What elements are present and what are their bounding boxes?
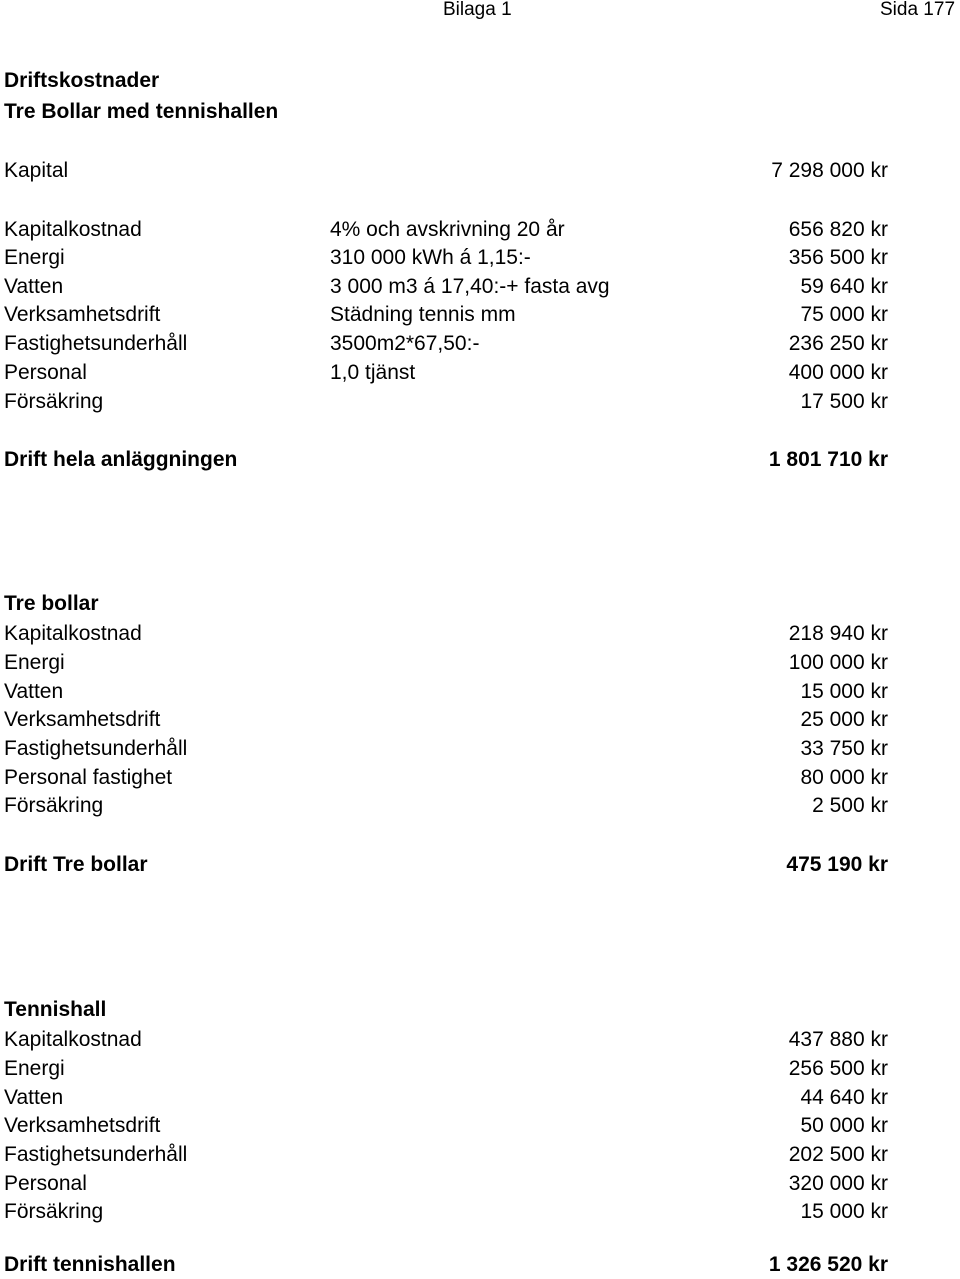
row-note: 310 000 kWh á 1,15:- xyxy=(330,246,531,269)
row-label: Kapitalkostnad xyxy=(4,622,142,645)
row-amount: 236 250 kr xyxy=(788,332,888,355)
total-amount: 1 326 520 kr xyxy=(768,1253,888,1276)
row-amount: 320 000 kr xyxy=(788,1172,888,1195)
row-amount: 656 820 kr xyxy=(788,218,888,241)
row-label: Vatten xyxy=(4,275,64,298)
row-label: Försäkring xyxy=(4,390,104,413)
row-note: 3500m2*67,50:- xyxy=(330,332,480,355)
row-amount: 44 640 kr xyxy=(800,1086,888,1109)
row-note: Städning tennis mm xyxy=(330,303,516,326)
row-label: Fastighetsunderhåll xyxy=(4,332,188,355)
row-label: Energi xyxy=(4,246,65,269)
row-amount: 218 940 kr xyxy=(788,622,888,645)
row-label: Försäkring xyxy=(4,794,104,817)
row-amount: 100 000 kr xyxy=(788,651,888,674)
row-label: Verksamhetsdrift xyxy=(4,303,161,326)
row-amount: 202 500 kr xyxy=(788,1143,888,1166)
row-amount: 2 500 kr xyxy=(812,794,888,817)
total-amount: 1 801 710 kr xyxy=(768,448,888,471)
section-heading: Tennishall xyxy=(4,998,107,1021)
row-amount: 15 000 kr xyxy=(800,680,888,703)
header-page-number: Sida 177 xyxy=(880,0,956,20)
row-amount: 75 000 kr xyxy=(800,303,888,326)
row-amount: 356 500 kr xyxy=(788,246,888,269)
row-label: Kapitalkostnad xyxy=(4,218,142,241)
total-amount: 475 190 kr xyxy=(786,853,888,876)
total-label: Drift Tre bollar xyxy=(4,853,148,876)
total-label: Drift tennishallen xyxy=(4,1253,176,1276)
document-subtitle: Tre Bollar med tennishallen xyxy=(4,100,279,123)
kapital-amount: 7 298 000 kr xyxy=(771,159,888,182)
row-amount: 400 000 kr xyxy=(788,361,888,384)
row-amount: 17 500 kr xyxy=(800,390,888,413)
row-note: 1,0 tjänst xyxy=(330,361,416,384)
row-note: 4% och avskrivning 20 år xyxy=(330,218,565,241)
row-label: Fastighetsunderhåll xyxy=(4,1143,188,1166)
row-amount: 437 880 kr xyxy=(788,1028,888,1051)
row-label: Fastighetsunderhåll xyxy=(4,737,188,760)
document-title: Driftskostnader xyxy=(4,69,160,92)
header-attachment-label: Bilaga 1 xyxy=(443,0,512,20)
row-label: Personal fastighet xyxy=(4,766,173,789)
row-label: Personal xyxy=(4,361,87,384)
row-label: Vatten xyxy=(4,680,64,703)
row-amount: 80 000 kr xyxy=(800,766,888,789)
row-label: Försäkring xyxy=(4,1200,104,1223)
row-amount: 59 640 kr xyxy=(800,275,888,298)
row-amount: 256 500 kr xyxy=(788,1057,888,1080)
row-label: Verksamhetsdrift xyxy=(4,1114,161,1137)
row-note: 3 000 m3 á 17,40:-+ fasta avg xyxy=(330,275,610,298)
row-label: Personal xyxy=(4,1172,87,1195)
row-amount: 50 000 kr xyxy=(800,1114,888,1137)
row-label: Kapitalkostnad xyxy=(4,1028,142,1051)
row-amount: 15 000 kr xyxy=(800,1200,888,1223)
row-label: Verksamhetsdrift xyxy=(4,708,161,731)
row-amount: 25 000 kr xyxy=(800,708,888,731)
row-label: Energi xyxy=(4,651,65,674)
row-label: Vatten xyxy=(4,1086,64,1109)
row-amount: 33 750 kr xyxy=(800,737,888,760)
total-label: Drift hela anläggningen xyxy=(4,448,238,471)
kapital-label: Kapital xyxy=(4,159,69,182)
row-label: Energi xyxy=(4,1057,65,1080)
section-heading: Tre bollar xyxy=(4,592,99,615)
